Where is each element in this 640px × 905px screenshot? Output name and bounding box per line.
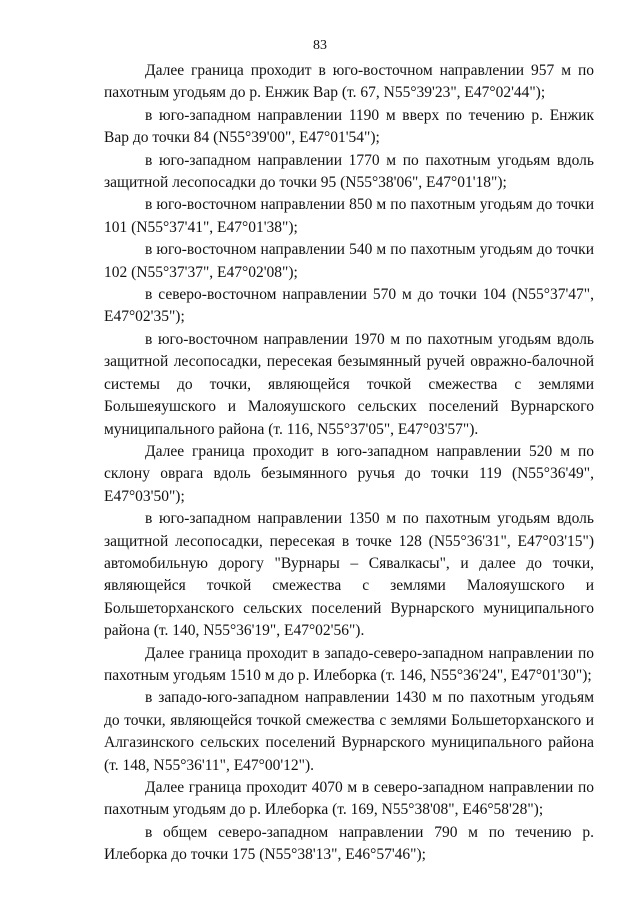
paragraph: в юго-восточном направлении 850 м по пахотным угодьям до точки 101 (N55°37'41", E47°01'38"); xyxy=(104,196,594,236)
paragraph: Далее граница проходит в западо-северо-западном направлении по пахотным угодьям 1510 м до р. Илеборка (т. 146, N55°36'24", E47°01'30"); xyxy=(104,644,594,684)
paragraph: в юго-западном направлении 1190 м вверх по течению р. Енжик Вар до точки 84 (N55°39'00", E47°01'54"); xyxy=(104,106,594,147)
paragraph: в юго-восточном направлении 540 м по пахотным угодьям до точки 102 (N55°37'37", E47°02'08"); xyxy=(104,241,594,281)
paragraph: Далее граница проходит в юго-западном направлении 520 м по склону оврага вдоль безымянного ручья до точки 119 (N55°36'49", E47°03'50"); xyxy=(104,442,594,505)
paragraph: в западо-юго-западном направлении 1430 м по пахотным угодьям до точки, являющейся точкой смежества с землями Большеторханского и Алгазинского сельских поселений Вурнарского муниципального района (т. 148, N55°36'11", E47°00'12"). xyxy=(104,689,594,774)
paragraph: в юго-западном направлении 1350 м по пахотным угодьям вдоль защитной лесопосадки, пересекая в точке 128 (N55°36'31", E47°03'15") автомобильную дорогу "Вурнары – Сявалкасы", и далее до точки, являющейся точкой смежества с землями Малояушского и Большеторханского сельских поселений Вурнарского муниципального района (т. 140, N55°36'19", E47°02'56"). xyxy=(104,510,594,640)
paragraph: в северо-восточном направлении 570 м до точки 104 (N55°37'47", E47°02'35"); xyxy=(104,286,594,326)
paragraph: Далее граница проходит 4070 м в северо-западном направлении по пахотным угодьям до р. Илеборка (т. 169, N55°38'08", E46°58'28"); xyxy=(104,779,594,819)
paragraph: в юго-западном направлении 1770 м по пахотным угодьям вдоль защитной лесопосадки до точки 95 (N55°38'06", E47°01'18"); xyxy=(104,151,594,192)
page-number: 83 xyxy=(313,38,327,53)
paragraph: в юго-восточном направлении 1970 м по пахотным угодьям вдоль защитной лесопосадки, пересекая безымянный ручей овражно-балочной системы до точки, являющейся точкой смежества с землями Большеяушского и Малояушского сельских поселений Вурнарского муниципального района (т. 116, N55°37'05", E47°03'57"). xyxy=(104,330,594,438)
paragraph: в общем северо-западном направлении 790 м по течению р. Илеборка до точки 175 (N55°38'13", E46°57'46"); xyxy=(104,823,594,864)
document-body xyxy=(104,60,594,867)
paragraph: Далее граница проходит в юго-восточном направлении 957 м по пахотным угодьям до р. Енжик Вар (т. 67, N55°39'23", E47°02'44"); xyxy=(104,62,594,102)
